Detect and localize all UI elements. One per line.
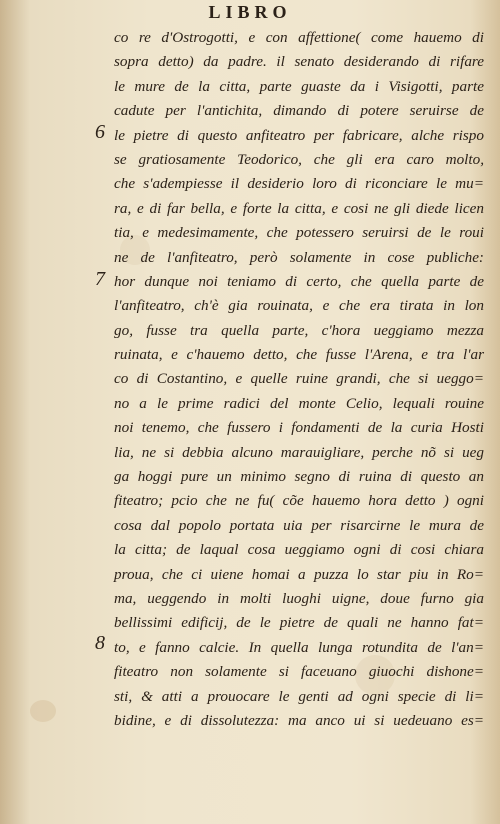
text-line: noi tenemo, che fussero i fondamenti de la curia Hosti xyxy=(114,419,484,437)
text-line: lia, ne si debbia alcuno marauigliare, perche nõ si ueg xyxy=(114,443,484,461)
text-line: no a le prime radici del monte Celio, lequali rouine xyxy=(114,394,484,412)
text-line: ma, ueggendo in molti luoghi uigne, doue furno gia xyxy=(114,589,484,607)
text-line: go, fusse tra quella parte, c'hora ueggiamo mezza xyxy=(114,321,484,339)
text-line: le pietre di questo anfiteatro per fabricare, alche rispo xyxy=(114,126,484,144)
text-line: to, e fanno calcie. In quella lunga rotundita de l'an= xyxy=(114,638,484,656)
text-line: ruinata, e c'hauemo detto, che fusse l'Arena, e tra l'ar xyxy=(114,346,484,364)
text-line: la citta; de laqual cosa ueggiamo ogni di cosi chiara xyxy=(114,541,484,559)
text-line: fiteatro; pcio che ne fu( cõe hauemo hora detto ) ogni xyxy=(114,492,484,510)
text-line: proua, che ci uiene homai a puzza lo star piu in Ro= xyxy=(114,565,484,583)
text-line: cadute per l'antichita, dimando di potere seruirse de xyxy=(114,102,484,120)
text-line: bidine, e di dissolutezza: ma anco ui si uedeuano es= xyxy=(114,711,484,729)
running-header: LIBRO xyxy=(208,2,292,22)
marginal-number: 8 xyxy=(95,632,105,654)
text-line: ra, e di far bella, e forte la citta, e cosi ne gli diede licen xyxy=(114,199,484,217)
text-line: se gratiosamente Teodorico, che gli era caro molto, xyxy=(114,150,484,168)
text-line: bellissimi edificij, de le pietre de quali ne hanno fat= xyxy=(114,614,484,632)
body-text xyxy=(114,26,484,733)
text-line: ne de l'anfiteatro, però solamente in cose publiche: xyxy=(114,248,484,266)
text-line: l'anfiteatro, ch'è gia rouinata, e che era tirata in lon xyxy=(114,297,484,315)
paper-stain xyxy=(30,700,56,722)
text-line: tia, e medesimamente, che potessero seruirsi de le roui xyxy=(114,224,484,242)
text-line: sopra detto) da padre. il senato desiderando di rifare xyxy=(114,53,484,71)
text-line: ga hoggi pure un minimo segno di ruina di questo an xyxy=(114,468,484,486)
text-line: le mure de la citta, parte guaste da i Visigotti, parte xyxy=(114,77,484,95)
text-line: co di Costantino, e quelle ruine grandi, che si ueggo= xyxy=(114,370,484,388)
text-line: che s'adempiesse il desiderio loro di riconciare le mu= xyxy=(114,175,484,193)
text-line: cosa dal popolo portata uia per risarcirne le mura de xyxy=(114,516,484,534)
text-line: sti, & atti a prouocare le genti ad ogni specie di li= xyxy=(114,687,484,705)
marginal-number: 7 xyxy=(95,268,105,290)
text-line: co re d'Ostrogotti, e con affettione( come hauemo di xyxy=(114,29,484,46)
text-line: fiteatro non solamente si faceuano giuochi dishone= xyxy=(114,663,484,681)
text-line: hor dunque noi teniamo di certo, che quella parte de xyxy=(114,272,484,290)
marginal-number: 6 xyxy=(95,121,105,143)
